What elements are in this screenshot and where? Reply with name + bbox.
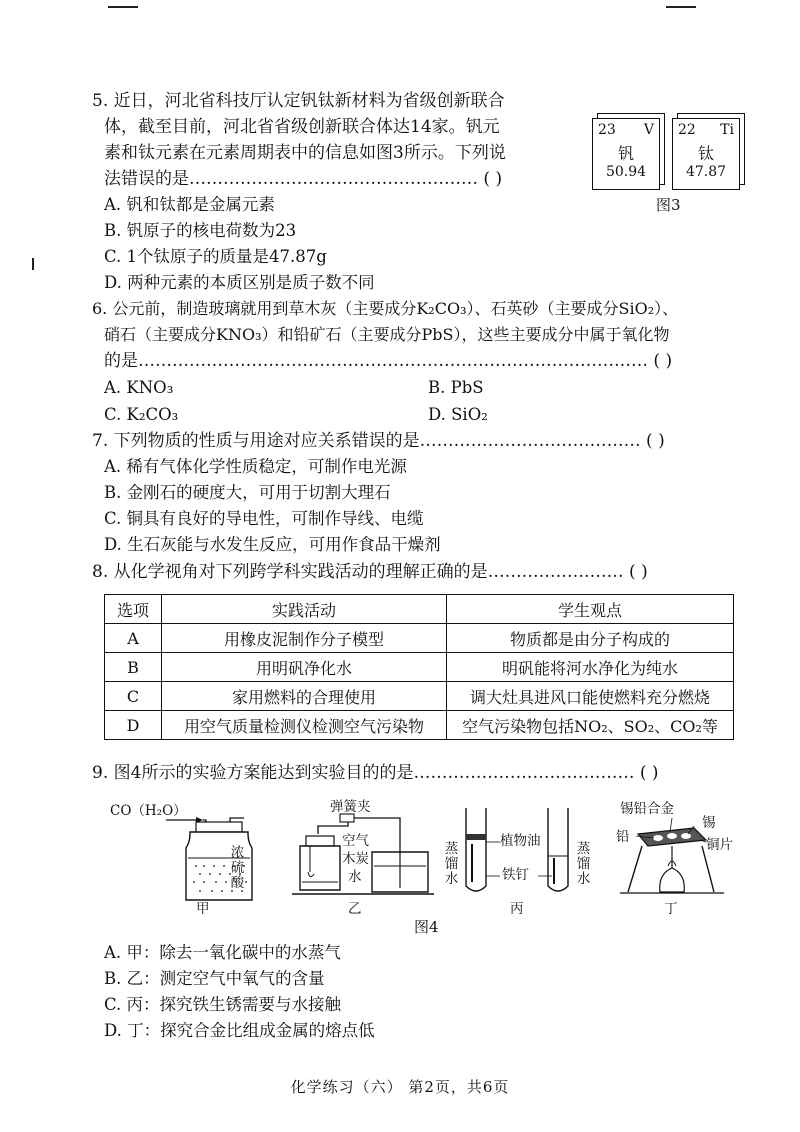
tin-label: 锡 — [702, 815, 716, 831]
table-cell: 用橡皮泥制作分子模型 — [162, 624, 447, 653]
table-header: 选项 — [105, 595, 162, 624]
element-name: 钛 — [697, 144, 714, 163]
table-cell: B — [105, 653, 162, 682]
q5-stem-line-4: 法错误的是…………………………………………… ( ) — [104, 169, 503, 189]
q5-stem-line-2: 体，截至目前，河北省省级创新联合体达14家。钒元 — [104, 117, 500, 137]
figure-4-caption: 图4 — [414, 918, 439, 936]
copper-label: 铜片 — [706, 837, 733, 853]
element-number: 22 — [678, 122, 696, 138]
q7-option-b[interactable]: B. 金刚石的硬度大，可用于切割大理石 — [104, 483, 391, 502]
q8-table — [104, 594, 734, 740]
table-cell: 用空气质量检测仪检测空气污染物 — [162, 711, 447, 740]
figure-ding-caption: 丁 — [664, 901, 678, 917]
q5-option-d[interactable]: D. 两种元素的本质区别是质子数不同 — [104, 273, 375, 292]
q6-stem-line-2: 硝石（主要成分KNO₃）和铅矿石（主要成分PbS），这些主要成分中属于氧化物 — [104, 325, 670, 344]
table-cell: D — [105, 711, 162, 740]
q5-option-c[interactable]: C. 1个钛原子的质量是47.87g — [104, 247, 327, 266]
q6-stem-line-3: 的是……………………………………………………………………………… ( ) — [104, 351, 673, 371]
lead-label: 铅 — [616, 829, 630, 845]
reagent-label: 浓硫酸 — [230, 845, 245, 891]
table-row — [105, 624, 734, 653]
table-cell: A — [105, 624, 162, 653]
table-cell: 调大灶具进风口能使燃料充分燃烧 — [447, 682, 734, 711]
figure-yi-caption: 乙 — [348, 901, 362, 917]
table-header: 学生观点 — [447, 595, 734, 624]
table-cell: 空气污染物包括NO₂、SO₂、CO₂等 — [447, 711, 734, 740]
table-row — [105, 711, 734, 740]
element-card-titanium — [672, 118, 740, 190]
water-label-right: 蒸馏水 — [576, 841, 591, 887]
q6-stem-line-1: 6. 公元前，制造玻璃就用到草木灰（主要成分K₂CO₃）、石英砂（主要成分SiO₂）、 — [92, 299, 679, 318]
figure-yi — [288, 796, 438, 926]
alloy-label: 锡铅合金 — [620, 801, 674, 817]
q9-option-c[interactable]: C. 丙：探究铁生锈需要与水接触 — [104, 995, 342, 1014]
q9-option-d[interactable]: D. 丁：探究合金比组成金属的熔点低 — [104, 1021, 375, 1040]
q9-option-a[interactable]: A. 甲：除去一氧化碳中的水蒸气 — [104, 943, 341, 962]
nail-label: 铁钉 — [502, 867, 529, 883]
q7-stem: 7. 下列物质的性质与用途对应关系错误的是………………………………… ( ) — [92, 431, 665, 451]
water-label: 水 — [348, 869, 362, 885]
figure-jia — [104, 796, 254, 926]
top-mark-left — [108, 6, 138, 8]
element-name: 钒 — [617, 144, 634, 163]
figure-bing-caption: 丙 — [510, 901, 524, 917]
q5-stem-line-1: 5. 近日，河北省科技厅认定钒钛新材料为省级创新联合 — [92, 91, 505, 111]
charcoal-label: 木炭 — [342, 851, 369, 867]
margin-mark — [32, 258, 34, 270]
table-cell: 家用燃料的合理使用 — [162, 682, 447, 711]
table-cell: 用明矾净化水 — [162, 653, 447, 682]
q7-option-c[interactable]: C. 铜具有良好的导电性，可制作导线、电缆 — [104, 509, 424, 528]
element-symbol: Ti — [720, 122, 734, 138]
table-row — [105, 653, 734, 682]
q8-stem: 8. 从化学视角对下列跨学科实践活动的理解正确的是…………………… ( ) — [92, 562, 648, 582]
q7-option-d[interactable]: D. 生石灰能与水发生反应，可用作食品干燥剂 — [104, 535, 441, 554]
oil-label: 植物油 — [500, 833, 541, 849]
gas-label: CO（H₂O） — [110, 803, 187, 819]
figure-3-caption: 图3 — [656, 196, 681, 214]
q6-option-a[interactable]: A. KNO₃ — [104, 378, 174, 397]
table-cell: 物质都是由分子构成的 — [447, 624, 734, 653]
figure-ding — [610, 796, 740, 926]
table-cell: C — [105, 682, 162, 711]
air-label: 空气 — [342, 833, 369, 849]
element-number: 23 — [598, 122, 616, 138]
top-mark-right — [666, 6, 696, 8]
figure-jia-caption: 甲 — [196, 901, 210, 917]
element-symbol: V — [643, 122, 654, 138]
q6-option-b[interactable]: B. PbS — [428, 378, 484, 397]
page-footer: 化学练习（六） 第2页，共6页 — [290, 1078, 510, 1096]
q6-option-c[interactable]: C. K₂CO₃ — [104, 405, 179, 424]
q9-option-b[interactable]: B. 乙：测定空气中氧气的含量 — [104, 969, 325, 988]
table-cell: 明矾能将河水净化为纯水 — [447, 653, 734, 682]
q6-option-d[interactable]: D. SiO₂ — [428, 405, 488, 424]
q5-stem-line-3: 素和钛元素在元素周期表中的信息如图3所示。下列说 — [104, 143, 506, 163]
element-card-vanadium — [592, 118, 660, 190]
figure-bing — [442, 796, 602, 926]
water-label-left: 蒸馏水 — [444, 841, 459, 887]
table-header: 实践活动 — [162, 595, 447, 624]
element-mass: 47.87 — [685, 164, 727, 180]
q5-option-b[interactable]: B. 钒原子的核电荷数为23 — [104, 221, 297, 240]
table-header-row — [105, 595, 734, 624]
element-mass: 50.94 — [605, 164, 647, 180]
q7-option-a[interactable]: A. 稀有气体化学性质稳定，可制作电光源 — [104, 457, 407, 476]
clip-label: 弹簧夹 — [330, 799, 371, 815]
q5-option-a[interactable]: A. 钒和钛都是金属元素 — [104, 195, 275, 214]
q9-stem: 9. 图4所示的实验方案能达到实验目的的是………………………………… ( ) — [92, 763, 659, 783]
table-row — [105, 682, 734, 711]
